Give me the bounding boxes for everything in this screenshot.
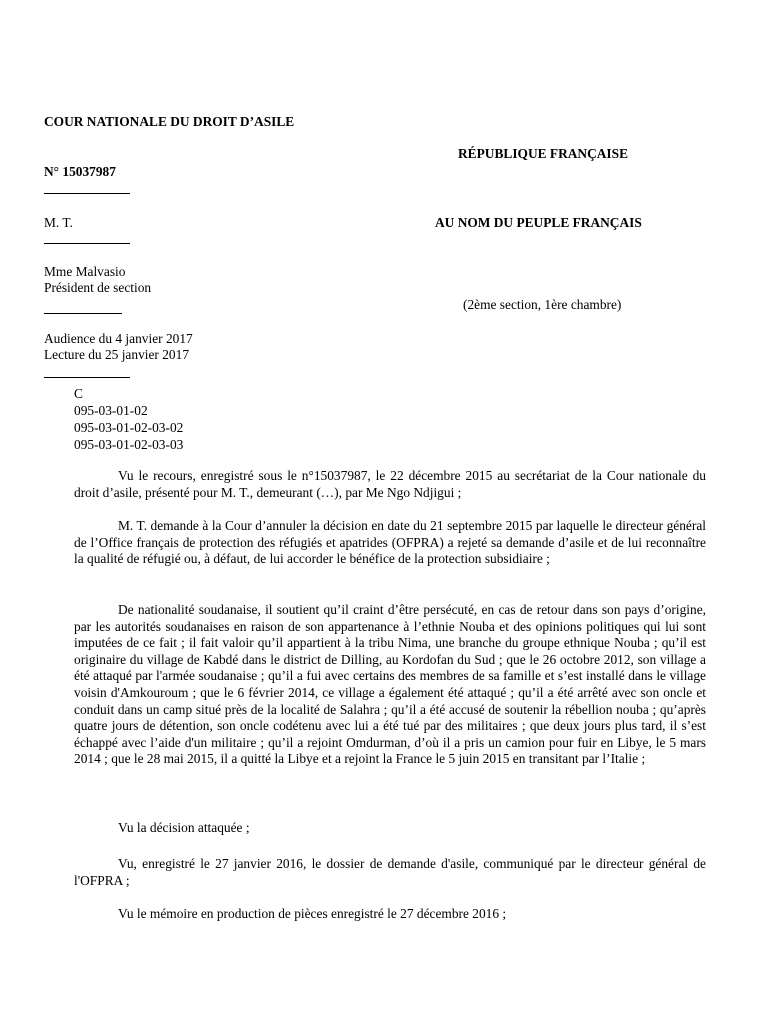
classification-code: 095-03-01-02-03-03 (74, 437, 184, 452)
divider (44, 377, 130, 378)
in-the-name-heading: AU NOM DU PEUPLE FRANÇAIS (435, 215, 642, 230)
paragraph-memoire (74, 906, 706, 923)
classification-code: 095-03-01-02-03-02 (74, 420, 184, 435)
court-name: COUR NATIONALE DU DROIT D’ASILE (44, 114, 295, 129)
paragraph-dossier (74, 856, 706, 889)
classification-letter: C (74, 386, 83, 401)
paragraph-moyens (74, 602, 706, 768)
divider (44, 313, 122, 314)
reading-date: Lecture du 25 janvier 2017 (44, 347, 190, 362)
paragraph-text: Vu la décision attaquée ; (118, 820, 250, 835)
paragraph-text: Vu le mémoire en production de pièces enregistré le 27 décembre 2016 ; (118, 906, 507, 921)
hearing-date: Audience du 4 janvier 2017 (44, 331, 193, 346)
judge-role: Président de section (44, 280, 152, 295)
paragraph-decision (74, 820, 706, 837)
divider (44, 193, 130, 194)
paragraph-text: Vu le recours, enregistré sous le n°15037987, le 22 décembre 2015 au secrétariat de la Cour nationale du droit d’asile, présenté pour M. T., demeurant (…), par Me Ngo Ndjigui ; (74, 468, 706, 500)
paragraph-text: M. T. demande à la Cour d’annuler la décision en date du 21 septembre 2015 par laquelle le directeur général de l’Office français de protection des réfugiés et apatrides (OFPRA) a rejeté sa demande d’asile et de lui reconnaître la qualité de réfugié ou, à défaut, de lui accorder le bénéfice de la protection subsidiaire ; (74, 518, 706, 567)
chamber-label: (2ème section, 1ère chambre) (463, 297, 622, 312)
paragraph-text: De nationalité soudanaise, il soutient qu’il craint d’être persécuté, en cas de retour dans son pays d’origine, par les autorités soudanaises en raison de son appartenance à l’ethnie Nouba et des opinions politiques qui lui sont imputées de ce fait ; il fait valoir qu’il appartient à la tribu Nima, une branche du groupe ethnique Nouba ; qu’il est originaire du village de Kabdé dans le district de Dilling, au Kordofan du Sud ; que le 26 octobre 2012, son village a été attaqué par l'armée soudanaise ; qu’il a fui avec certains des membres de sa famille et s’est installé dans le village voisin d'Amkouroum ; que le 6 février 2014, ce village a également été attaqué ; qu’il a été arrêté avec son oncle et conduit dans un camp situé près de la localité de Salahra ; qu’il a été accusé de soutenir la rébellion nouba ; qu’après quatre jours de détention, son oncle codétenu avec lui a été tué par des militaires ; que deux jours plus tard, il s’est échappé avec l’aide d'un militaire ; qu’il a rejoint Omdurman, d’où il a pris un camion pour fuir en Libye, le 5 mars 2014 ; que le 28 mai 2015, il a quitté la Libye et a rejoint la France le 5 juin 2015 en transitant par l’Italie ; (74, 602, 706, 767)
paragraph-demande (74, 518, 706, 568)
judge-name: Mme Malvasio (44, 264, 126, 279)
paragraph-recours (74, 468, 706, 501)
classification-codes (74, 386, 183, 454)
paragraph-text: Vu, enregistré le 27 janvier 2016, le dossier de demande d'asile, communiqué par le directeur général de l'OFPRA ; (74, 856, 706, 888)
party-name: M. T. (44, 215, 73, 230)
classification-code: 095-03-01-02 (74, 403, 148, 418)
case-number: N° 15037987 (44, 164, 116, 179)
divider (44, 243, 130, 244)
republic-heading: RÉPUBLIQUE FRANÇAISE (458, 146, 629, 161)
